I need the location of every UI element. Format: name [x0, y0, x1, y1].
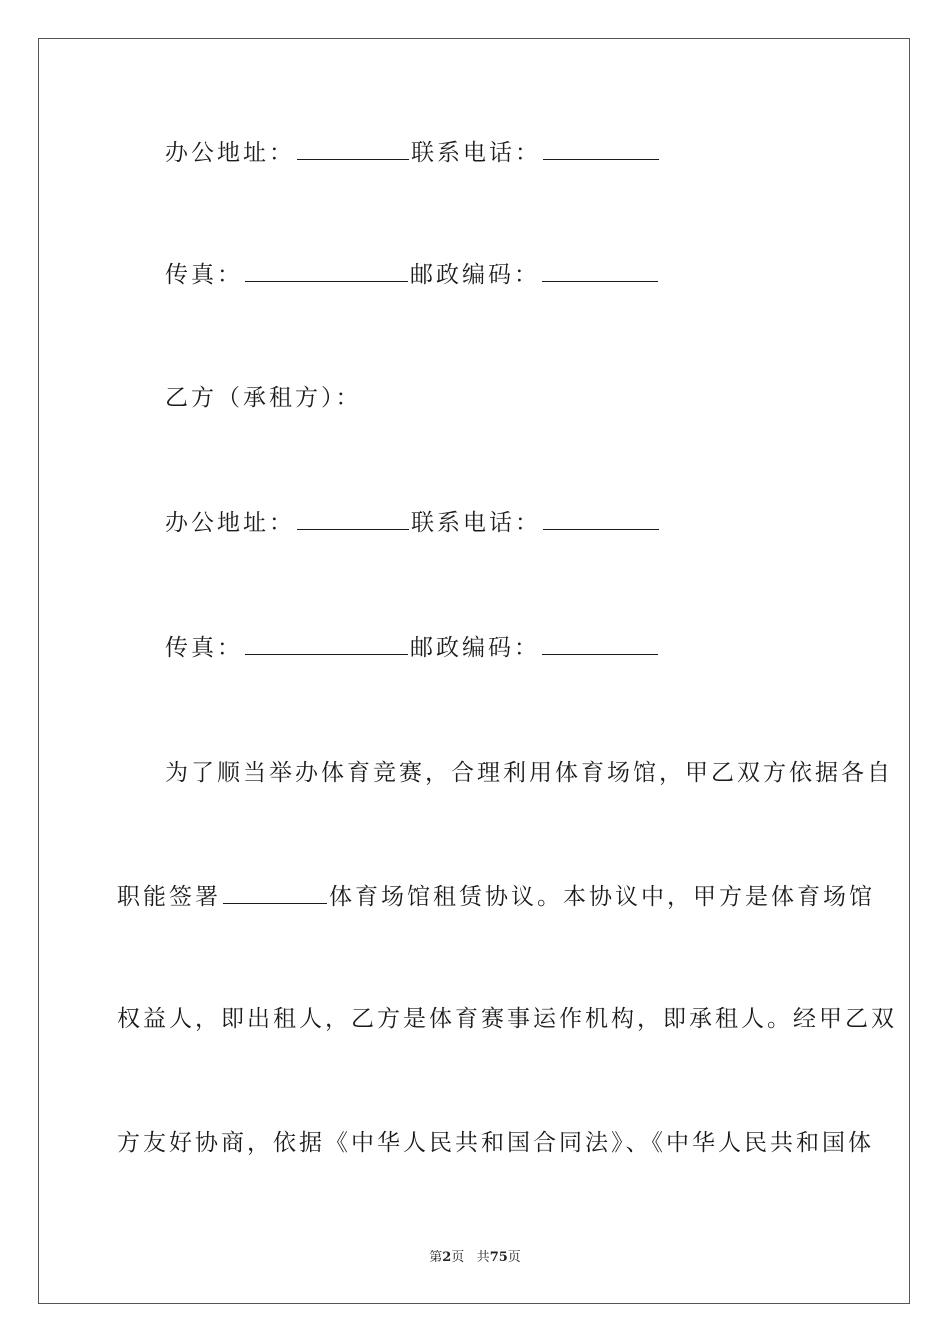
fax-blank [245, 632, 408, 655]
fax-blank [245, 259, 408, 282]
body-line-1: 为了顺当举办体育竞赛，合理利用体育场馆，甲乙双方依据各自 [165, 760, 893, 786]
phone-blank [543, 507, 659, 530]
phone-blank [543, 137, 659, 160]
fax-line-b [165, 632, 660, 663]
body-line-3: 权益人，即出租人，乙方是体育赛事运作机构，即承租人。经甲乙双 [117, 1006, 897, 1032]
total-suffix: 页 [507, 1250, 521, 1265]
phone-label: 联系电话： [411, 510, 541, 536]
party-b-heading: 乙方（承租方）： [165, 385, 362, 411]
page-frame [38, 38, 910, 1304]
page-suffix: 页 [451, 1250, 465, 1265]
body-line-4: 方友好协商，依据《中华人民共和国合同法》、《中华人民共和国体 [117, 1130, 874, 1156]
page-number: 2 [442, 1250, 452, 1265]
total-pages: 75 [489, 1250, 508, 1265]
page-prefix: 第 [429, 1250, 443, 1265]
postal-code-label: 邮政编码： [410, 635, 540, 661]
office-address-blank [297, 137, 409, 160]
office-address-blank [297, 507, 409, 530]
body-line-2-pre: 职能签署 [117, 884, 221, 910]
office-address-line-a [165, 137, 661, 168]
fax-label: 传真： [165, 635, 243, 661]
phone-label: 联系电话： [411, 140, 541, 166]
body-line-2-post: 体育场馆租赁协议。本协议中，甲方是体育场馆 [329, 884, 875, 910]
office-address-label: 办公地址： [165, 140, 295, 166]
postal-code-label: 邮政编码： [410, 262, 540, 288]
fax-label: 传真： [165, 262, 243, 288]
office-address-label: 办公地址： [165, 510, 295, 536]
body-line-2 [117, 881, 875, 912]
postal-code-blank [542, 259, 658, 282]
page-footer [0, 1246, 950, 1265]
office-address-line-b [165, 507, 661, 538]
postal-code-blank [542, 632, 658, 655]
venue-name-blank [223, 881, 327, 904]
total-prefix: 共 [476, 1250, 490, 1265]
fax-line-a [165, 259, 660, 290]
